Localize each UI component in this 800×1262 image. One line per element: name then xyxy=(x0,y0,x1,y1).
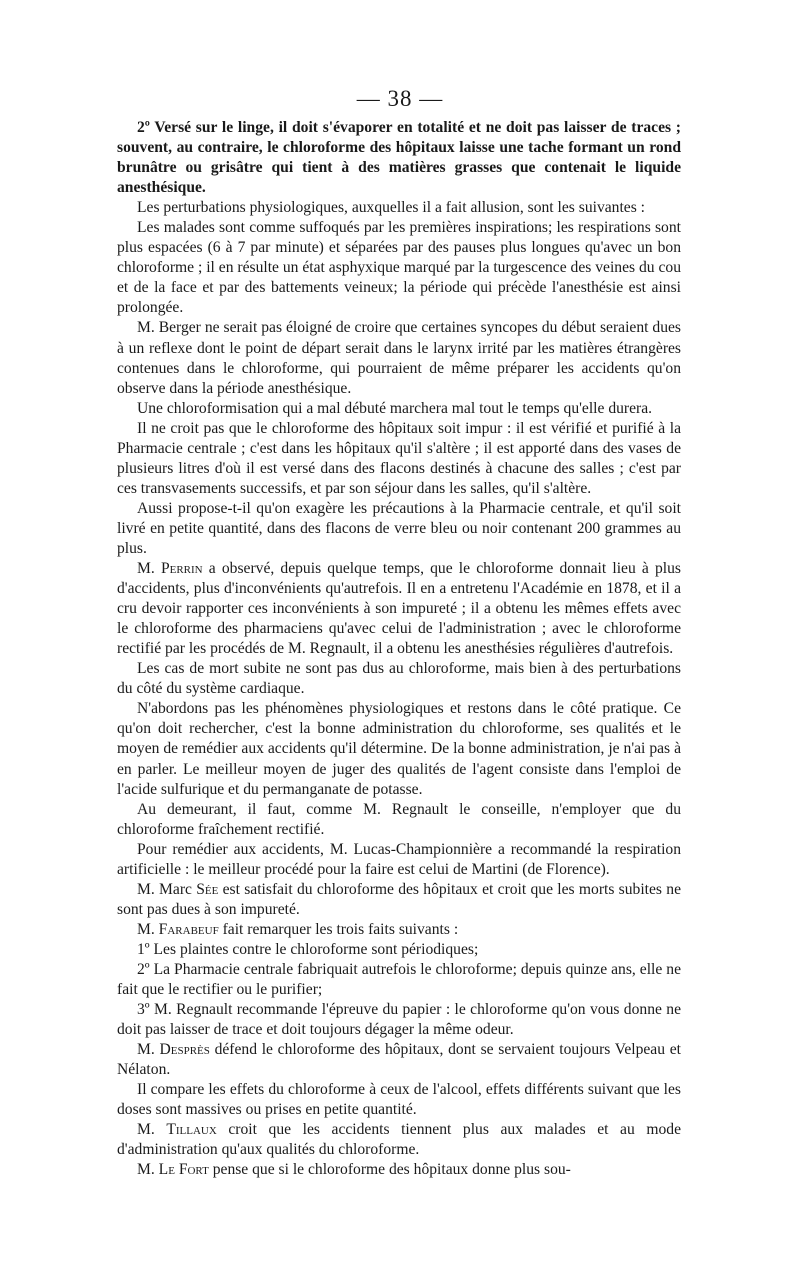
speaker-prefix: M. xyxy=(137,1161,159,1179)
paragraph-text: est satisfait du chloroforme des hôpitaux et croit que les morts subites ne sont pas dues à son impureté. xyxy=(117,880,681,918)
paragraph-20 xyxy=(117,1120,681,1160)
page-number: — 38 — xyxy=(356,86,444,111)
speaker-name: Le Fort xyxy=(158,1161,209,1179)
paragraph-5: Une chloroformisation qui a mal débuté marchera mal tout le temps qu'elle durera. xyxy=(137,399,653,417)
speaker-prefix: M. xyxy=(137,920,159,938)
speaker-name: M. Berger xyxy=(137,319,201,337)
body-text xyxy=(117,118,681,1180)
paragraph-19: Il compare les effets du chloroforme à ceux de l'alcool, effets différents suivant que les doses sont massives ou prises en petite quantité. xyxy=(117,1081,681,1119)
paragraph-10: N'abordons pas les phénomènes physiologiques et restons dans le côté pratique. Ce qu'on doit rechercher, c'est la bonne administration du chloroforme, ses qualités et le moyen de remédier aux accidents qu'il détermine. De la bonne administration, je n'ai pas à en parler. Le meilleur moyen de juger des qualités de l'agent consiste dans l'emploi de l'acide sulfurique et du permanganate de potasse. xyxy=(117,700,681,798)
speaker-prefix: M. xyxy=(137,1041,160,1059)
paragraph-4 xyxy=(117,318,681,398)
paragraph-text: croit que les accidents tiennent plus aux malades et au mode d'administration qu'aux qualités du chloroforme. xyxy=(117,1121,681,1159)
paragraph-21 xyxy=(117,1160,681,1180)
paragraph-text: a observé, depuis quelque temps, que le chloroforme donnait lieu à plus d'accidents, plus d'inconvénients qu'autrefois. Il en a entretenu l'Académie en 1878, et il a cru devoir rapporter ces inconvénients à son impureté ; il a obtenu les mêmes effets avec le chloroforme des pharmaciens qu'avec celui de l'administration ; avec le chloroforme rectifié par les procédés de M. Regnault, il a obtenu les anesthésies régulières d'autrefois. xyxy=(117,560,681,658)
paragraph-9: Les cas de mort subite ne sont pas dus au chloroforme, mais bien à des perturbations du côté du système cardiaque. xyxy=(117,660,681,698)
speaker-name: Sée xyxy=(196,880,219,898)
speaker-name: Perrin xyxy=(160,560,203,578)
paragraph-15: 1º Les plaintes contre le chloroforme sont périodiques; xyxy=(137,940,479,958)
paragraph-8 xyxy=(117,559,681,659)
paragraph-13 xyxy=(117,880,681,920)
paragraph-18 xyxy=(117,1040,681,1080)
paragraph-3: Les malades sont comme suffoqués par les premières inspirations; les respirations sont plus espacées (6 à 7 par minute) et séparées par des pauses plus longues qu'avec un bon chloroforme ; il en résulte un état asphyxique marqué par la turgescence des veines du cou et de la face et par des battements veineux; la période qui précède l'anesthésie est ainsi prolongée. xyxy=(117,219,681,317)
speaker-name: Tillaux xyxy=(166,1121,217,1139)
paragraph-7: Aussi propose-t-il qu'on exagère les précautions à la Pharmacie centrale, et qu'il soit livré en petite quantité, dans des flacons de verre bleu ou noir contenant 200 grammes au plus. xyxy=(117,499,681,557)
paragraph-text: ne serait pas éloigné de croire que certaines syncopes du début seraient dues à un reflexe dont le point de départ serait dans le larynx irrité par les matières étrangères contenues dans le chloroforme, qui pourraient de même préparer les accidents qu'on observe dans la période anesthésique. xyxy=(117,319,681,397)
paragraph-6: Il ne croit pas que le chloroforme des hôpitaux soit impur : il est vérifié et purifié à la Pharmacie centrale ; c'est dans les hôpitaux qu'il s'altère ; il est apporté dans des vases de plusieurs litres d'où il est versé dans des flacons destinés à chacune des salles ; c'est par ces transvasements successifs, et par son séjour dans les salles, qu'il s'altère. xyxy=(117,419,681,497)
speaker-prefix: M. Marc xyxy=(137,880,197,898)
paragraph-text: pense que si le chloroforme des hôpitaux donne plus sou- xyxy=(208,1161,571,1179)
paragraph-2: Les perturbations physiologiques, auxquelles il a fait allusion, sont les suivantes : xyxy=(137,199,646,217)
paragraph-17: 3º M. Regnault recommande l'épreuve du papier : le chloroforme qu'on vous donne ne doit pas laisser de trace et doit toujours dégager la même odeur. xyxy=(117,1001,681,1039)
paragraph-12: Pour remédier aux accidents, M. Lucas-Championnière a recommandé la respiration artificielle : le meilleur procédé pour la faire est celui de Martini (de Florence). xyxy=(117,840,681,878)
speaker-prefix: M. xyxy=(137,1121,167,1139)
paragraph-16: 2º La Pharmacie centrale fabriquait autrefois le chloroforme; depuis quinze ans, elle ne fait que le rectifier ou le purifier; xyxy=(117,960,681,999)
paragraph-14 xyxy=(117,920,681,940)
speaker-prefix: M. xyxy=(137,560,161,578)
paragraph-text: fait remarquer les trois faits suivants : xyxy=(218,920,459,938)
paragraph-1: 2º Versé sur le linge, il doit s'évaporer en totalité et ne doit pas laisser de traces ; souvent, au contraire, le chloroforme des hôpitaux laisse une tache formant un rond brunâtre ou grisâtre qui tient à des matières grasses que contenait le liquide anesthésique. xyxy=(117,119,681,197)
speaker-name: Farabeuf xyxy=(158,920,219,938)
speaker-name: Desprès xyxy=(159,1041,210,1059)
paragraph-11: Au demeurant, il faut, comme M. Regnault le conseille, n'employer que du chloroforme fraîchement rectifié. xyxy=(117,800,681,838)
paragraph-text: défend le chloroforme des hôpitaux, dont se servaient toujours Velpeau et Nélaton. xyxy=(117,1041,681,1079)
